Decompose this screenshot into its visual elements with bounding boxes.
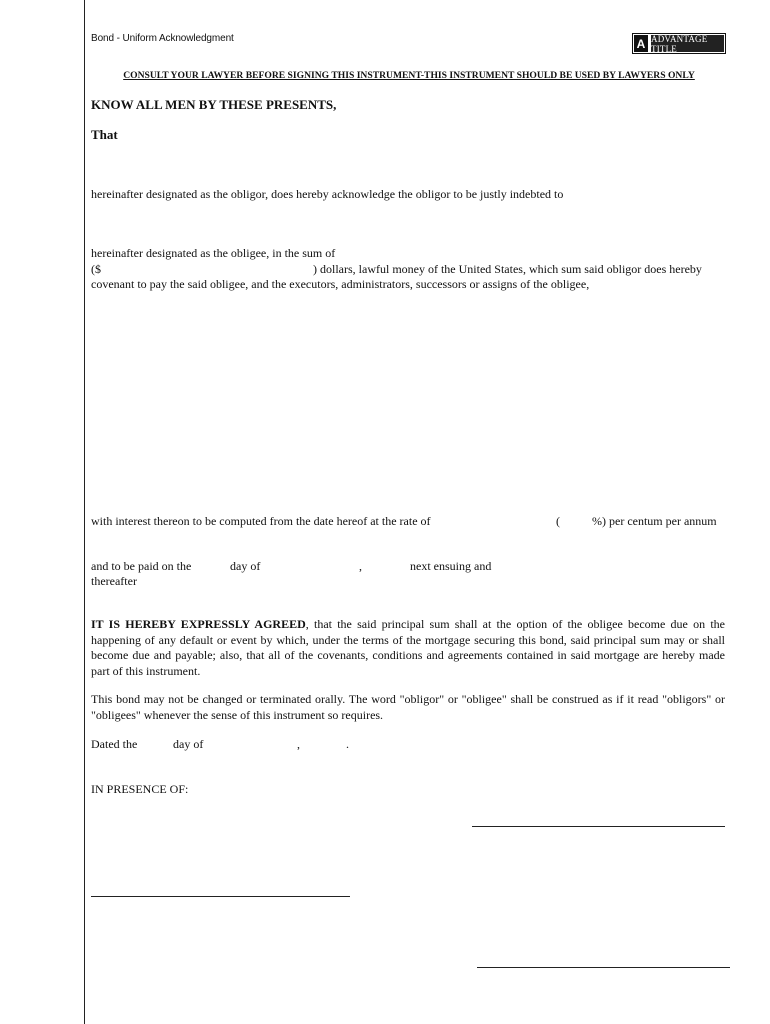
interest-text: with interest thereon to be computed from the date hereof at the rate of	[91, 514, 431, 528]
payment-comma: ,	[359, 559, 362, 573]
expressly-agreed-paragraph	[91, 617, 725, 679]
expressly-agreed-bold: IT IS HEREBY EXPRESSLY AGREED	[91, 617, 306, 631]
covenant-line: covenant to pay the said obligee, and the executors, administrators, successors or assigns of the obligee,	[91, 277, 590, 291]
left-margin-rule	[84, 0, 85, 1024]
interest-rate-suffix: %) per centum per annum	[592, 514, 717, 528]
oral-change-paragraph: This bond may not be changed or terminated orally. The word "obligor" or "obligee" shall be construed as if it read "obligors" or "obligees" whenever the sense of this instrument so requires.	[91, 692, 725, 722]
obligee-line: hereinafter designated as the obligee, in the sum of	[91, 246, 336, 260]
thereafter-text: thereafter	[91, 574, 137, 588]
dated-the-text: Dated the	[91, 737, 138, 751]
witness-signature-line	[91, 896, 350, 897]
advantage-title-logo	[632, 33, 726, 54]
form-title: Bond - Uniform Acknowledgment	[91, 33, 234, 44]
dated-period: .	[346, 737, 349, 751]
sum-rest: ) dollars, lawful money of the United States, which sum said obligor does hereby	[313, 262, 702, 276]
heading-know-all-men: KNOW ALL MEN BY THESE PRESENTS,	[91, 97, 337, 112]
second-signature-line	[477, 967, 730, 968]
obligor-signature-line	[472, 826, 725, 827]
expressly-agreed-rest: , that the said principal sum shall at the option of the obligee become due on the happening of any default or event by which, under the terms of the mortgage securing this bond, said principal sum may or shall become due and payable; also, that all of the covenants, conditions and agreements contained in said mortgage are hereby made part of this instrument.	[91, 617, 725, 678]
in-presence-of-label: IN PRESENCE OF:	[91, 782, 189, 796]
day-of-text: day of	[230, 559, 261, 573]
lawyer-warning: CONSULT YOUR LAWYER BEFORE SIGNING THIS INSTRUMENT-THIS INSTRUMENT SHOULD BE USED BY LAWYERS ONLY	[123, 70, 695, 81]
dated-comma: ,	[297, 737, 300, 751]
paid-on-text: and to be paid on the	[91, 559, 192, 573]
logo-mark: A	[634, 35, 648, 52]
next-ensuing-text: next ensuing and	[410, 559, 492, 573]
sum-paren: ($	[91, 262, 101, 276]
that-label: That	[91, 127, 118, 142]
obligor-line: hereinafter designated as the obligor, does hereby acknowledge the obligor to be justly indebted to	[91, 187, 564, 201]
interest-open-paren: (	[556, 514, 560, 528]
dated-day-of-text: day of	[173, 737, 204, 751]
logo-text: ADVANTAGE TITLE	[651, 35, 724, 52]
